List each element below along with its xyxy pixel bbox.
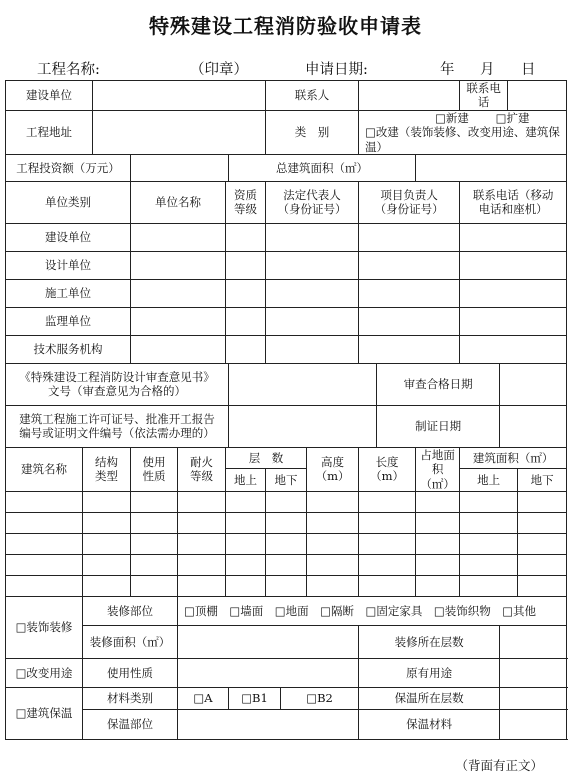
building-cell[interactable] xyxy=(226,513,266,534)
ins-floor-label: 保温所在层数 xyxy=(359,688,500,710)
insulation-checkbox[interactable]: □建筑保温 xyxy=(6,688,83,740)
ins-material-label: 保温材料 xyxy=(359,710,500,740)
building-cell[interactable] xyxy=(307,576,359,597)
building-cell[interactable] xyxy=(6,576,83,597)
form-title: 特殊建设工程消防验收申请表 xyxy=(149,14,422,38)
building-row xyxy=(6,576,567,597)
building-cell[interactable] xyxy=(266,576,307,597)
qualification-header: 资质 等级 xyxy=(226,181,266,223)
building-cell[interactable] xyxy=(178,576,226,597)
unit-type-cell: 技术服务机构 xyxy=(6,335,131,363)
building-cell[interactable] xyxy=(178,555,226,576)
unit-type-cell: 设计单位 xyxy=(6,251,131,279)
apply-date-label: 申请日期: xyxy=(305,62,368,78)
deco-area-value[interactable] xyxy=(178,626,359,659)
legal-rep-input[interactable] xyxy=(266,307,359,335)
project-lead-header: 项目负责人 （身份证号） xyxy=(359,181,460,223)
structure-header: 结构 类型 xyxy=(83,447,131,491)
area-below-header: 地下 xyxy=(518,468,567,491)
project-lead-input[interactable] xyxy=(359,223,460,251)
floors-above-header: 地上 xyxy=(226,468,266,491)
building-cell[interactable] xyxy=(307,513,359,534)
building-cell[interactable] xyxy=(226,576,266,597)
issue-date-label: 制证日期 xyxy=(377,405,500,447)
use-nature-value[interactable] xyxy=(178,659,359,688)
building-cell[interactable] xyxy=(226,534,266,555)
length-header: 长度 （m） xyxy=(359,447,416,491)
decoration-checkbox[interactable]: □装饰装修 xyxy=(6,597,83,659)
building-area-header: 建筑面积（㎡） xyxy=(460,447,567,468)
rebuild-checkbox[interactable]: □改建（装饰装修、改变用途、建筑保温） xyxy=(365,125,560,154)
building-cell[interactable] xyxy=(83,513,131,534)
ins-floor-value[interactable] xyxy=(500,688,567,710)
option-a-checkbox[interactable]: □A xyxy=(178,688,229,710)
project-address-value[interactable] xyxy=(93,110,266,154)
building-cell[interactable] xyxy=(359,513,416,534)
project-address-label: 工程地址 xyxy=(6,110,93,154)
building-cell[interactable] xyxy=(359,534,416,555)
unit-name-header: 单位名称 xyxy=(131,181,226,223)
building-cell[interactable] xyxy=(6,513,83,534)
unit-type-cell: 施工单位 xyxy=(6,279,131,307)
unit-name-input[interactable] xyxy=(131,335,226,363)
unit-phone-input[interactable] xyxy=(460,279,567,307)
legal-rep-input[interactable] xyxy=(266,279,359,307)
total-area-label: 总建筑面积（㎡） xyxy=(229,154,416,181)
building-cell[interactable] xyxy=(518,513,567,534)
land-area-header: 占地面 积（㎡） xyxy=(416,447,460,491)
building-cell[interactable] xyxy=(416,513,460,534)
building-cell[interactable] xyxy=(460,492,518,513)
ins-material-value[interactable] xyxy=(500,710,567,740)
change-use-checkbox[interactable]: □改变用途 xyxy=(6,659,83,688)
unit-phone-input[interactable] xyxy=(460,335,567,363)
unit-type-header: 单位类别 xyxy=(6,181,131,223)
building-cell[interactable] xyxy=(460,534,518,555)
building-cell[interactable] xyxy=(226,492,266,513)
building-cell[interactable] xyxy=(83,492,131,513)
deco-part-label: 装修部位 xyxy=(83,597,178,626)
review-date-label: 审查合格日期 xyxy=(377,363,500,405)
project-lead-input[interactable] xyxy=(359,335,460,363)
unit-type-cell: 建设单位 xyxy=(6,223,131,251)
project-lead-input[interactable] xyxy=(359,307,460,335)
qualification-input[interactable] xyxy=(226,223,266,251)
building-cell[interactable] xyxy=(518,534,567,555)
building-cell[interactable] xyxy=(6,492,83,513)
building-cell[interactable] xyxy=(83,576,131,597)
building-cell[interactable] xyxy=(178,492,226,513)
building-cell[interactable] xyxy=(178,513,226,534)
unit-name-input[interactable] xyxy=(131,307,226,335)
building-cell[interactable] xyxy=(460,555,518,576)
orig-use-label: 原有用途 xyxy=(359,659,500,688)
building-cell[interactable] xyxy=(518,576,567,597)
building-name-header: 建筑名称 xyxy=(6,447,83,491)
building-cell[interactable] xyxy=(518,492,567,513)
building-cell[interactable] xyxy=(266,555,307,576)
building-cell[interactable] xyxy=(178,534,226,555)
design-opinion-value[interactable] xyxy=(229,363,377,405)
building-cell[interactable] xyxy=(131,576,178,597)
material-type-label: 材料类别 xyxy=(83,688,178,710)
project-lead-input[interactable] xyxy=(359,279,460,307)
permit-value[interactable] xyxy=(229,405,377,447)
building-cell[interactable] xyxy=(416,534,460,555)
project-name-label: 工程名称: xyxy=(37,62,100,78)
floors-header: 层 数 xyxy=(226,447,307,468)
building-cell[interactable] xyxy=(131,534,178,555)
building-cell[interactable] xyxy=(518,555,567,576)
building-cell[interactable] xyxy=(359,576,416,597)
building-cell[interactable] xyxy=(307,534,359,555)
unit-phone-input[interactable] xyxy=(460,251,567,279)
deco-part-options[interactable]: □顶棚 □墙面 □地面 □隔断 □固定家具 □装饰织物 □其他 xyxy=(178,597,567,626)
use-nature-label: 使用性质 xyxy=(83,659,178,688)
back-side-note: （背面有正文） xyxy=(455,758,543,773)
legal-rep-header: 法定代表人 （身份证号） xyxy=(266,181,359,223)
total-area-value[interactable] xyxy=(416,154,567,181)
unit-name-input[interactable] xyxy=(131,251,226,279)
use-header: 使用 性质 xyxy=(131,447,178,491)
building-cell[interactable] xyxy=(131,513,178,534)
building-cell[interactable] xyxy=(226,555,266,576)
building-cell[interactable] xyxy=(307,492,359,513)
unit-phone-input[interactable] xyxy=(460,223,567,251)
building-cell[interactable] xyxy=(359,555,416,576)
ins-part-value[interactable] xyxy=(178,710,359,740)
legal-rep-input[interactable] xyxy=(266,223,359,251)
building-cell[interactable] xyxy=(266,513,307,534)
contact-value[interactable] xyxy=(359,81,460,111)
building-row xyxy=(6,492,567,513)
category-label: 类 别 xyxy=(266,110,359,154)
building-cell[interactable] xyxy=(131,492,178,513)
building-cell[interactable] xyxy=(266,492,307,513)
building-cell[interactable] xyxy=(460,576,518,597)
building-cell[interactable] xyxy=(359,492,416,513)
investment-value[interactable] xyxy=(131,154,229,181)
project-lead-input[interactable] xyxy=(359,251,460,279)
expand-checkbox[interactable]: □扩建 xyxy=(495,110,530,125)
legal-rep-input[interactable] xyxy=(266,251,359,279)
contact-phone-value[interactable] xyxy=(508,81,567,111)
application-form-table xyxy=(5,80,567,740)
ins-part-label: 保温部位 xyxy=(83,710,178,740)
building-cell[interactable] xyxy=(83,534,131,555)
seal-label: （印章） xyxy=(190,62,248,78)
new-checkbox[interactable]: □新建 xyxy=(435,110,469,125)
building-row xyxy=(6,513,567,534)
building-row xyxy=(6,555,567,576)
building-cell[interactable] xyxy=(83,555,131,576)
building-cell[interactable] xyxy=(416,555,460,576)
qualification-input[interactable] xyxy=(226,307,266,335)
category-options xyxy=(359,110,567,154)
building-cell[interactable] xyxy=(6,555,83,576)
building-cell[interactable] xyxy=(416,492,460,513)
area-above-header: 地上 xyxy=(460,468,518,491)
qualification-input[interactable] xyxy=(226,251,266,279)
unit-name-input[interactable] xyxy=(131,223,226,251)
design-opinion-label: 《特殊建设工程消防设计审查意见书》 文号（审查意见为合格的） xyxy=(6,363,229,405)
unit-phone-input[interactable] xyxy=(460,307,567,335)
option-b2-checkbox[interactable]: □B2 xyxy=(281,688,359,710)
building-cell[interactable] xyxy=(460,513,518,534)
build-unit-label: 建设单位 xyxy=(6,81,93,111)
day-label: 日 xyxy=(521,62,536,78)
year-label: 年 xyxy=(440,62,455,78)
floors-below-header: 地下 xyxy=(266,468,307,491)
unit-phone-header: 联系电话（移动 电话和座机） xyxy=(460,181,567,223)
deco-floor-value[interactable] xyxy=(500,626,567,659)
unit-name-input[interactable] xyxy=(131,279,226,307)
deco-area-label: 装修面积（㎡） xyxy=(83,626,178,659)
building-row xyxy=(6,534,567,555)
building-cell[interactable] xyxy=(266,534,307,555)
review-date-value[interactable] xyxy=(500,363,567,405)
building-cell[interactable] xyxy=(6,534,83,555)
qualification-input[interactable] xyxy=(226,279,266,307)
building-cell[interactable] xyxy=(416,576,460,597)
investment-label: 工程投资额（万元） xyxy=(6,154,131,181)
build-unit-value[interactable] xyxy=(93,81,266,111)
permit-label: 建筑工程施工许可证号、批准开工报告 编号或证明文件编号（依法需办理的） xyxy=(6,405,229,447)
orig-use-value[interactable] xyxy=(500,659,567,688)
month-label: 月 xyxy=(480,62,495,78)
legal-rep-input[interactable] xyxy=(266,335,359,363)
deco-floor-label: 装修所在层数 xyxy=(359,626,500,659)
option-b1-checkbox[interactable]: □B1 xyxy=(229,688,281,710)
contact-phone-label: 联系电话 xyxy=(460,81,508,111)
issue-date-value[interactable] xyxy=(500,405,567,447)
fire-rating-header: 耐火 等级 xyxy=(178,447,226,491)
unit-type-cell: 监理单位 xyxy=(6,307,131,335)
building-cell[interactable] xyxy=(307,555,359,576)
qualification-input[interactable] xyxy=(226,335,266,363)
building-cell[interactable] xyxy=(131,555,178,576)
height-header: 高度 （m） xyxy=(307,447,359,491)
contact-label: 联系人 xyxy=(266,81,359,111)
